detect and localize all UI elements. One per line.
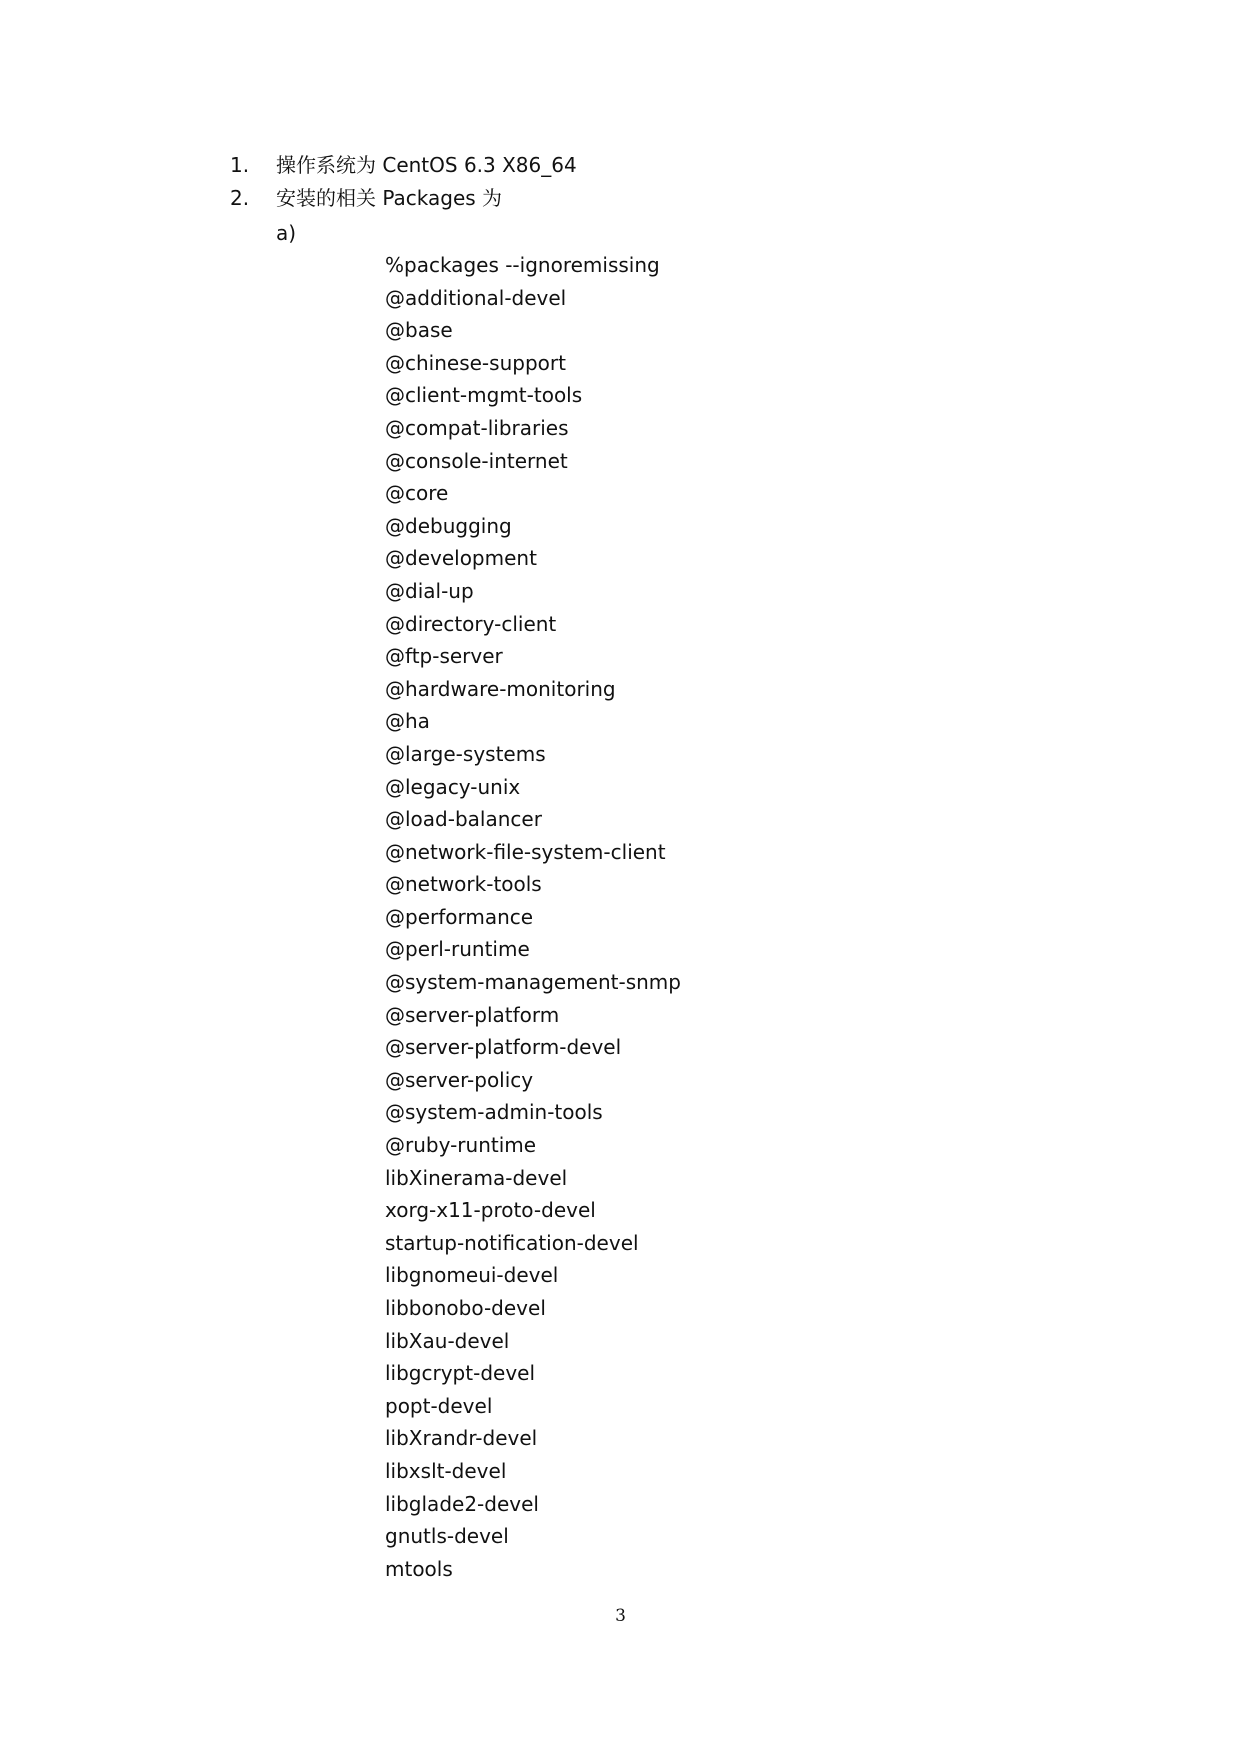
package-item: libgnomeui-devel <box>385 1263 559 1288</box>
package-item: @network-tools <box>385 872 542 897</box>
package-item: @additional-devel <box>385 285 567 310</box>
package-item: @ftp-server <box>385 644 503 669</box>
package-item: @network-file-system-client <box>385 839 666 864</box>
package-item: @server-platform <box>385 1002 560 1027</box>
package-item: libxslt-devel <box>385 1458 507 1483</box>
list-item-packages <box>230 182 502 215</box>
package-item: @system-admin-tools <box>385 1100 603 1125</box>
package-item: @load-balancer <box>385 807 542 832</box>
package-item: @system-management-snmp <box>385 970 681 995</box>
package-item: @server-platform-devel <box>385 1035 622 1060</box>
list-item-number: 1. <box>230 153 250 177</box>
list-item-text: 安装的相关 Packages 为 <box>276 186 503 210</box>
package-item: libbonobo-devel <box>385 1296 546 1320</box>
package-item: libglade2-devel <box>385 1491 539 1516</box>
package-item: @chinese-support <box>385 350 566 375</box>
list-item-number: 2. <box>230 186 250 210</box>
package-item: @hardware-monitoring <box>385 676 616 701</box>
package-item: @large-systems <box>385 741 546 766</box>
page-number: 3 <box>615 1606 626 1626</box>
list-item-os <box>230 149 577 182</box>
sub-item-label: a) <box>276 221 297 245</box>
package-item: @dial-up <box>385 578 474 603</box>
package-item: @ruby-runtime <box>385 1133 537 1158</box>
package-item: libXinerama-devel <box>385 1165 568 1190</box>
package-item: @core <box>385 481 449 506</box>
package-item: libXrandr-devel <box>385 1426 538 1451</box>
list-item-text: 操作系统为 CentOS 6.3 X86_64 <box>276 153 577 177</box>
package-item: xorg-x11-proto-devel <box>385 1198 596 1223</box>
package-item: startup-notification-devel <box>385 1230 639 1255</box>
package-item: %packages --ignoremissing <box>385 253 660 277</box>
package-item: @performance <box>385 904 534 929</box>
package-list <box>385 249 681 1585</box>
package-item: gnutls-devel <box>385 1524 509 1549</box>
package-item: @server-policy <box>385 1067 534 1092</box>
package-item: @console-internet <box>385 448 568 473</box>
package-item: @compat-libraries <box>385 415 569 440</box>
package-item: popt-devel <box>385 1393 493 1418</box>
package-item: @development <box>385 546 537 571</box>
package-item: @directory-client <box>385 611 557 636</box>
package-item: @legacy-unix <box>385 774 521 799</box>
package-item: libgcrypt-devel <box>385 1361 536 1386</box>
package-item: @ha <box>385 709 430 734</box>
package-item: @base <box>385 318 453 343</box>
package-item: libXau-devel <box>385 1328 510 1353</box>
package-item: @client-mgmt-tools <box>385 383 583 408</box>
package-item: @debugging <box>385 513 512 538</box>
package-item: @perl-runtime <box>385 937 530 962</box>
package-item: mtools <box>385 1556 453 1581</box>
